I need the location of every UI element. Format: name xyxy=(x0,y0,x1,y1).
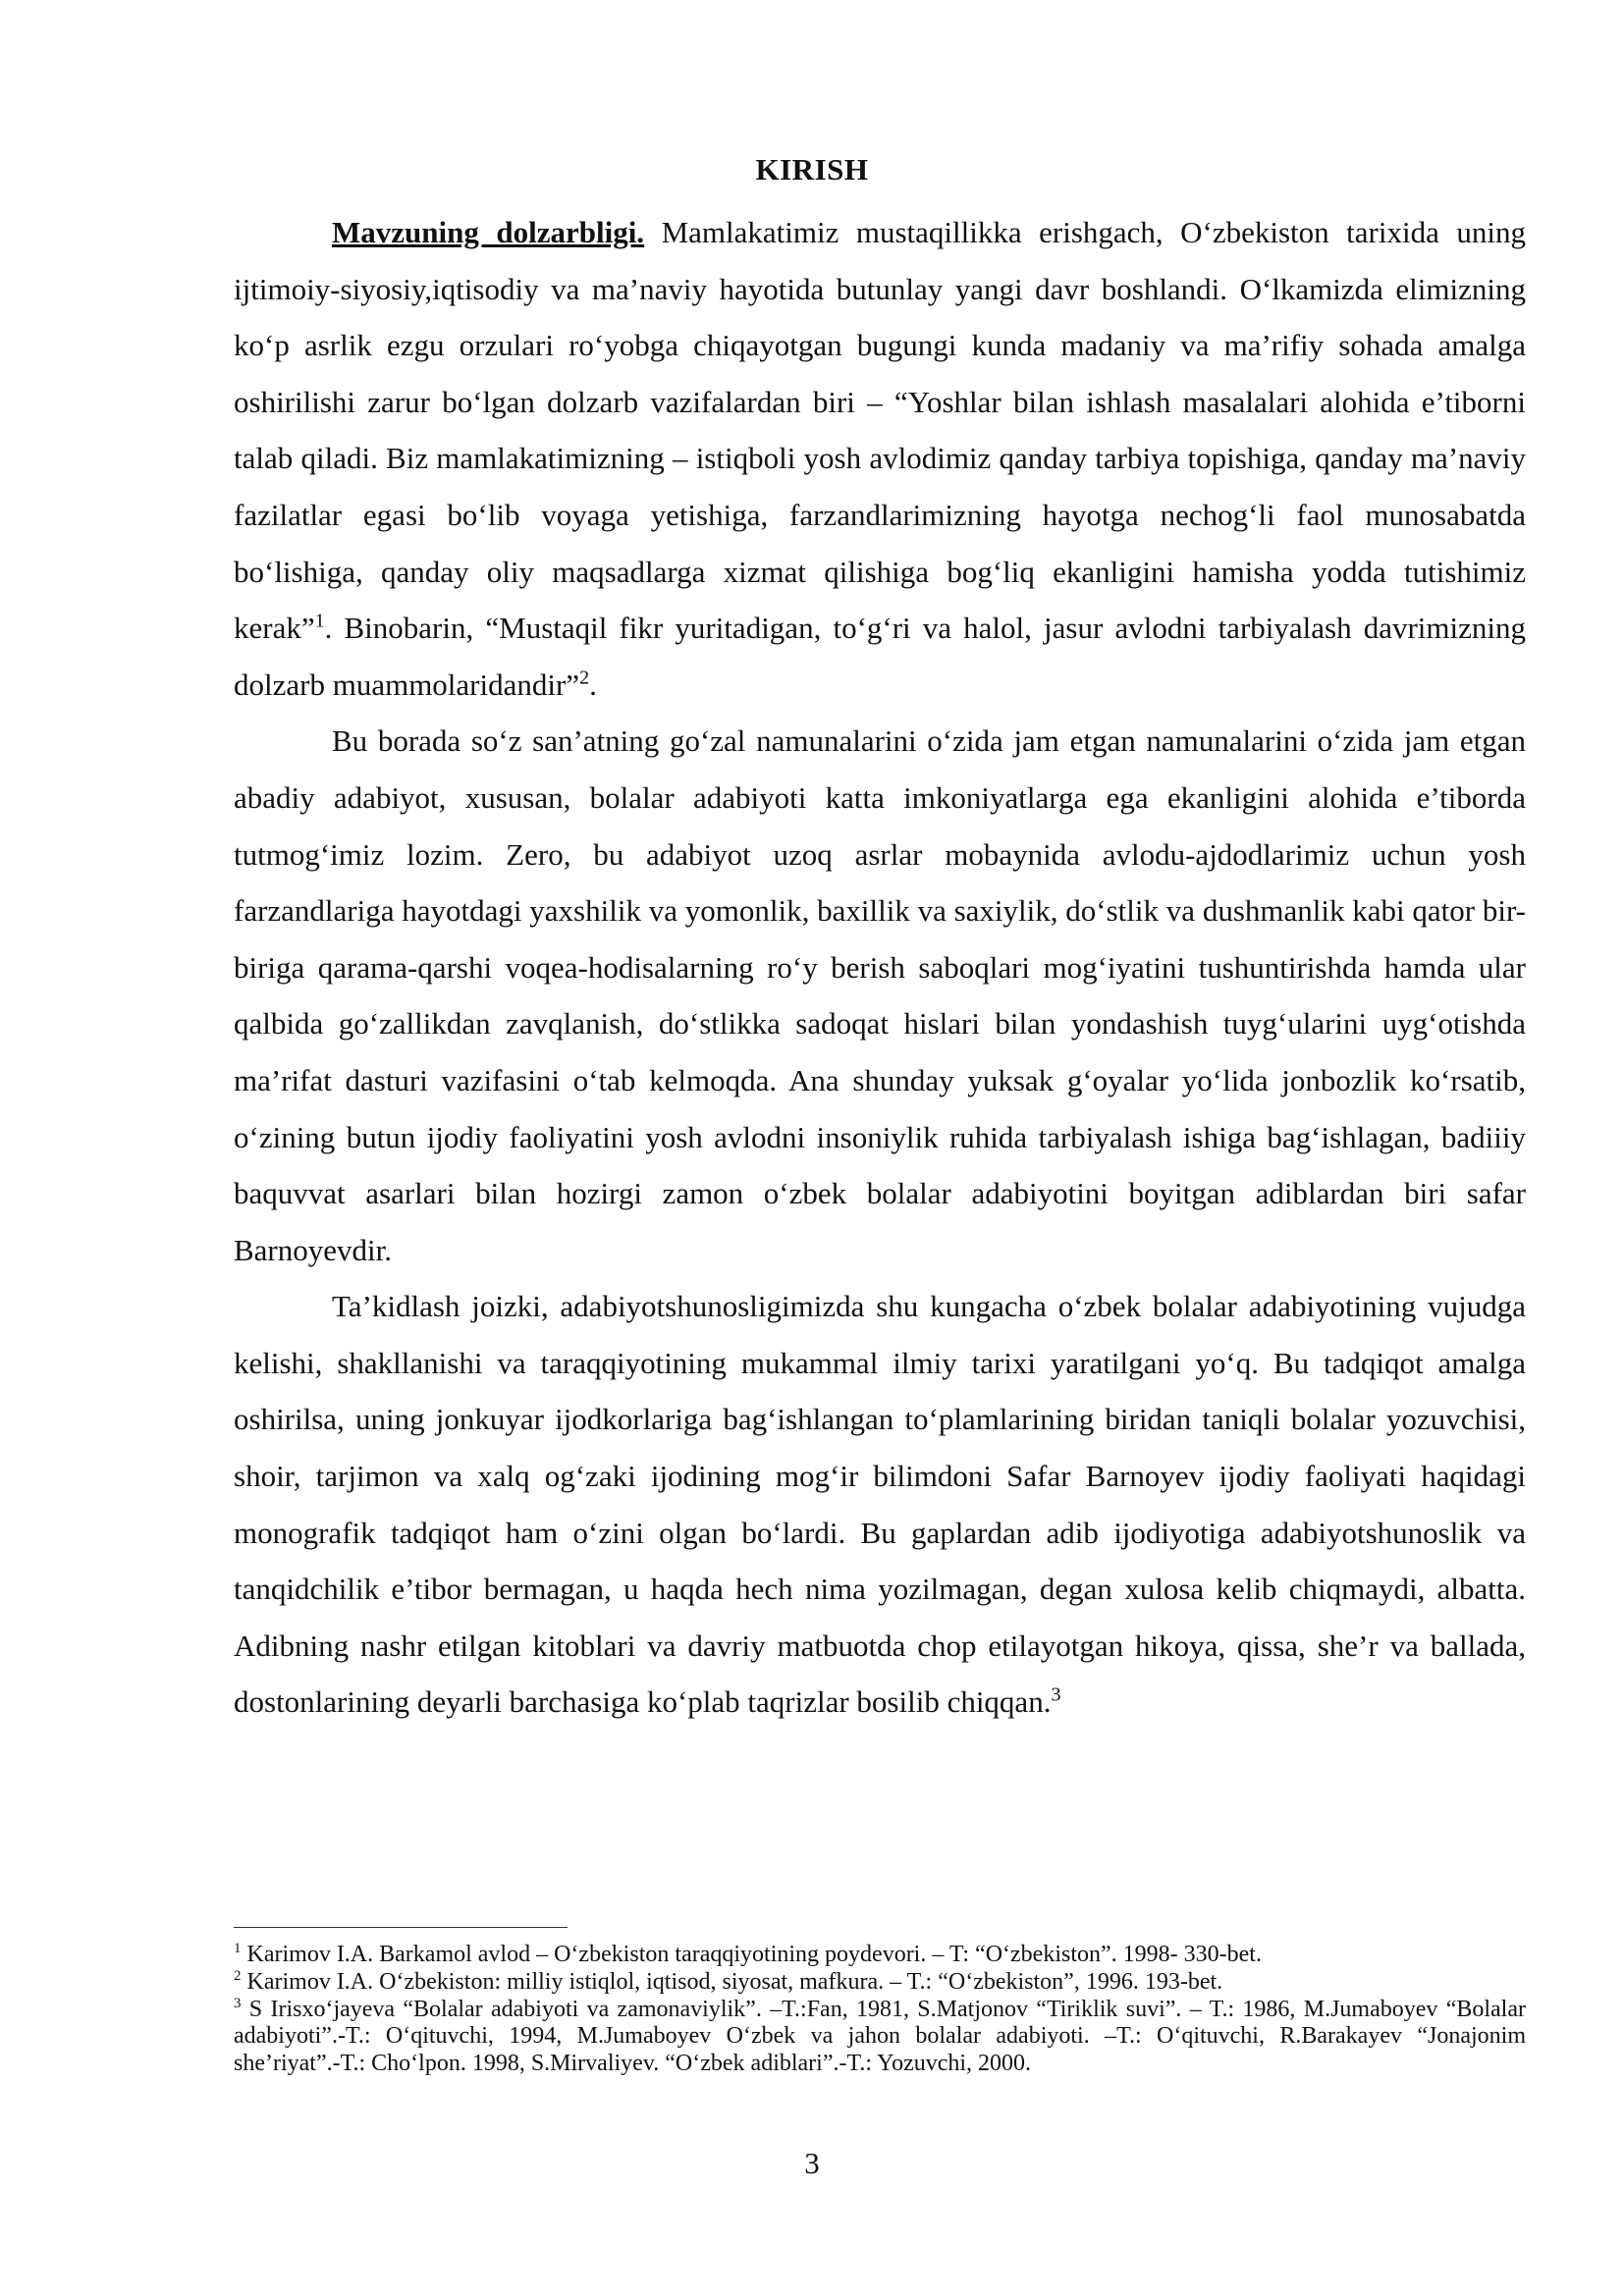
body-text xyxy=(234,204,1526,1731)
footnotes xyxy=(234,1942,1526,2078)
footnote-item xyxy=(234,1969,1526,1997)
footnote-divider xyxy=(234,1927,568,1928)
paragraph-literature xyxy=(234,713,1526,1278)
paragraph-text: Mamlakatimiz mustaqillikka erishgach, O‘zbekiston tarixida uning ijtimoiy-siyosiy,iqtisodiy va ma’naviy hayotida butunlay yangi davr boshlandi. O‘lkamizda elimizning ko‘p asrlik ezgu orzulari ro‘yobga chiqayotgan bugungi kunda madaniy va ma’rifiy sohada amalga oshirilishi zarur bo‘lgan dolzarb vazifalardan biri – “Yoshlar bilan ishlash masalalari alohida e’tiborni talab qiladi. Biz mamlakatimizning – istiqboli yosh avlodimiz qanday tarbiya topishiga, qanday ma’naviy fazilatlar egasi bo‘lib voyaga yetishiga, farzandlarimizning hayotga nechog‘li faol munosabatda bo‘lishiga, qanday oliy maqsadlarga xizmat qilishiga bog‘liq ekanligini hamisha yodda tutishimiz kerak” xyxy=(234,215,1526,646)
footnote-ref[interactable]: 1 xyxy=(314,610,325,632)
footnote-item xyxy=(234,1997,1526,2078)
footnote-mark: 3 xyxy=(234,1995,242,2011)
page-title: KIRISH xyxy=(755,152,869,187)
footnote-item xyxy=(234,1942,1526,1969)
paragraph-text: Ta’kidlash joizki, adabiyotshunosligimizda shu kungacha o‘zbek bolalar adabiyotining vujudga kelishi, shakllanishi va taraqqiyotining mukammal ilmiy tarixi yaratilgani yo‘q. Bu tadqiqot amalga oshirilsa, uning jonkuyar ijodkorlariga bag‘ishlangan to‘plamlarining biridan taniqli bolalar yozuvchisi, shoir, tarjimon va xalq og‘zaki ijodining mog‘ir bilimdoni Safar Barnoyev ijodiy faoliyati haqidagi monografik tadqiqot ham o‘zini olgan bo‘lardi. Bu gaplardan adib ijodiyotiga adabiyotshunoslik va tanqidchilik e’tibor bermagan, u haqda hech nima yozilmagan, degan xulosa kelib chiqmaydi, albatta. Adibning nashr etilgan kitoblari va davriy matbuotda chop etilayotgan hikoya, qissa, she’r va ballada, dostonlarining deyarli barchasiga ko‘plab taqrizlar bosilib chiqqan. xyxy=(234,1289,1526,1720)
footnote-text: Karimov I.A. Barkamol avlod – O‘zbekiston taraqqiyotining poydevori. – T: “O‘zbekiston”. 1998- 330-bet. xyxy=(241,1942,1262,1967)
footnote-ref[interactable]: 3 xyxy=(1051,1684,1061,1707)
paragraph-text: . Binobarin, “Mustaqil fikr yuritadigan, to‘g‘ri va halol, jasur avlodni tarbiyalash davrimizning dolzarb muammolaridandir” xyxy=(234,611,1526,702)
page-number: 3 xyxy=(804,2146,820,2180)
footnote-text: Karimov I.A. O‘zbekiston: milliy istiqlol, iqtisod, siyosat, mafkura. – T.: “O‘zbekiston”, 1996. 193-bet. xyxy=(241,1968,1223,1995)
paragraph-relevance xyxy=(234,204,1526,713)
section-lead-heading: Mavzuning dolzarbligi. xyxy=(332,215,645,249)
footnote-ref[interactable]: 2 xyxy=(579,667,590,689)
footnote-mark: 1 xyxy=(234,1941,242,1956)
footnote-text: S Irisxo‘jayeva “Bolalar adabiyoti va zamonaviylik”. –T.:Fan, 1981, S.Matjonov “Tiriklik suvi”. – T.: 1986, M.Jumaboyev “Bolalar adabiyoti”.-T.: O‘qituvchi, 1994, M.Jumaboyev O‘zbek va jahon bolalar adabiyoti. –T.: O‘qituvchi, R.Barakayev “Jonajonim she’riyat”.-T.: Cho‘lpon. 1998, S.Mirvaliyev. “O‘zbek adiblari”.-T.: Yozuvchi, 2000. xyxy=(234,1996,1526,2077)
footnote-mark: 2 xyxy=(234,1967,242,1984)
paragraph-text: . xyxy=(589,667,597,702)
paragraph-text: Bu borada so‘z san’atning go‘zal namunalarini o‘zida jam etgan namunalarini o‘zida jam etgan abadiy adabiyot, xususan, bolalar adabiyoti katta imkoniyatlarga ega ekanligini alohida e’tiborda tutmog‘imiz lozim. Zero, bu adabiyot uzoq asrlar mobaynida avlodu-ajdodlarimiz uchun yosh farzandlariga hayotdagi yaxshilik va yomonlik, baxillik va saxiylik, do‘stlik va dushmanlik kabi qator bir-biriga qarama-qarshi voqea-hodisalarning ro‘y berish saboqlari mog‘iyatini tushuntirishda hamda ular qalbida go‘zallikdan zavqlanish, do‘stlikka sadoqat hislari bilan yondashish tuyg‘ularini uyg‘otishda ma’rifat dasturi vazifasini o‘tab kelmoqda. Ana shunday yuksak g‘oyalar yo‘lida jonbozlik ko‘rsatib, o‘zining butun ijodiy faoliyatini yosh avlodni insoniylik ruhida tarbiyalash ishiga bag‘ishlagan, badiiiy baquvvat asarlari bilan hozirgi zamon o‘zbek bolalar adabiyotini boyitgan adiblardan biri safar Barnoyevdir. xyxy=(234,723,1526,1267)
paragraph-research xyxy=(234,1278,1526,1731)
